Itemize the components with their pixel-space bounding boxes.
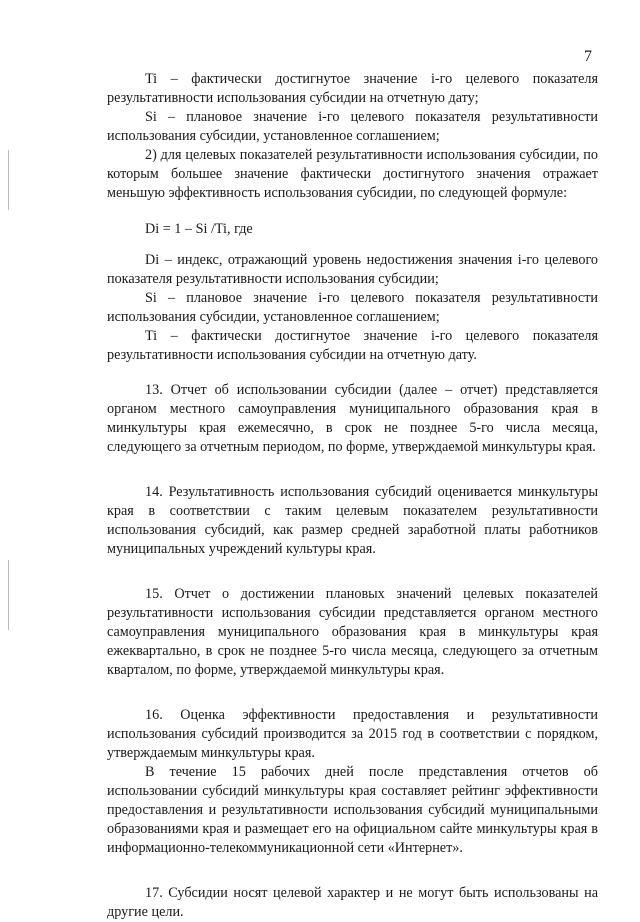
clause-14: 14. Результативность использования субсидий оценивается минкультуры края в соответствии с таким целевым показателем результативности использования субсидий, как размер средней заработной платы работников муниципальных учреждений культуры края. bbox=[107, 484, 598, 557]
definition-si-2: Si – плановое значение i-го целевого показателя результативности использования субсидии, установленное соглашением; bbox=[107, 290, 598, 325]
definition-si: Si – плановое значение i-го целевого показателя результативности использования субсидии, установленное соглашением; bbox=[107, 109, 598, 144]
scan-edge-mark bbox=[8, 560, 9, 630]
clause-15: 15. Отчет о достижении плановых значений целевых показателей результативности использования субсидии представляется органом местного самоуправления муниципального образования края в минкультуры края ежеквартально, в срок не позднее 5-го числа месяца, следующего за отчетным кварталом, по форме, утверждаемой минкультуры края. bbox=[107, 586, 598, 678]
page-number: 7 bbox=[584, 48, 592, 65]
clause-17: 17. Субсидии носят целевой характер и не могут быть использованы на другие цели. bbox=[107, 885, 598, 920]
clause-16-continuation: В течение 15 рабочих дней после представления отчетов об использовании субсидий минкультуры края составляет рейтинг эффективности предоставления и результативности использования субсидий муниципальными образованиями края и размещает его на официальном сайте минкультуры края в информационно-телекоммуникационной сети «Интернет». bbox=[107, 764, 598, 856]
clause-16: 16. Оценка эффективности предоставления и результативности использования субсидий производится за 2015 год в соответствии с порядком, утверждаемым минкультуры края. bbox=[107, 707, 598, 761]
clause-13: 13. Отчет об использовании субсидии (далее – отчет) представляется органом местного самоуправления муниципального образования края в минкультуры края ежемесячно, в срок не позднее 5-го числа месяца, следующего за отчетным периодом, по форме, утверждаемой минкультуры края. bbox=[107, 382, 598, 455]
formula: Di = 1 – Si /Ti, где bbox=[145, 221, 253, 237]
list-item-2: 2) для целевых показателей результативности использования субсидии, по которым большее значение фактически достигнутого значения отражает меньшую эффективность использования субсидии, по следующей формуле: bbox=[107, 147, 598, 201]
document-body bbox=[107, 70, 598, 922]
definition-di: Di – индекс, отражающий уровень недостижения значения i-го целевого показателя результативности использования субсидии; bbox=[107, 252, 598, 287]
definition-ti-2: Ti – фактически достигнутое значение i-го целевого показателя результативности использования субсидии на отчетную дату. bbox=[107, 328, 598, 363]
scan-edge-mark bbox=[8, 150, 9, 210]
definition-ti: Ti – фактически достигнутое значение i-го целевого показателя результативности использования субсидии на отчетную дату; bbox=[107, 71, 598, 106]
